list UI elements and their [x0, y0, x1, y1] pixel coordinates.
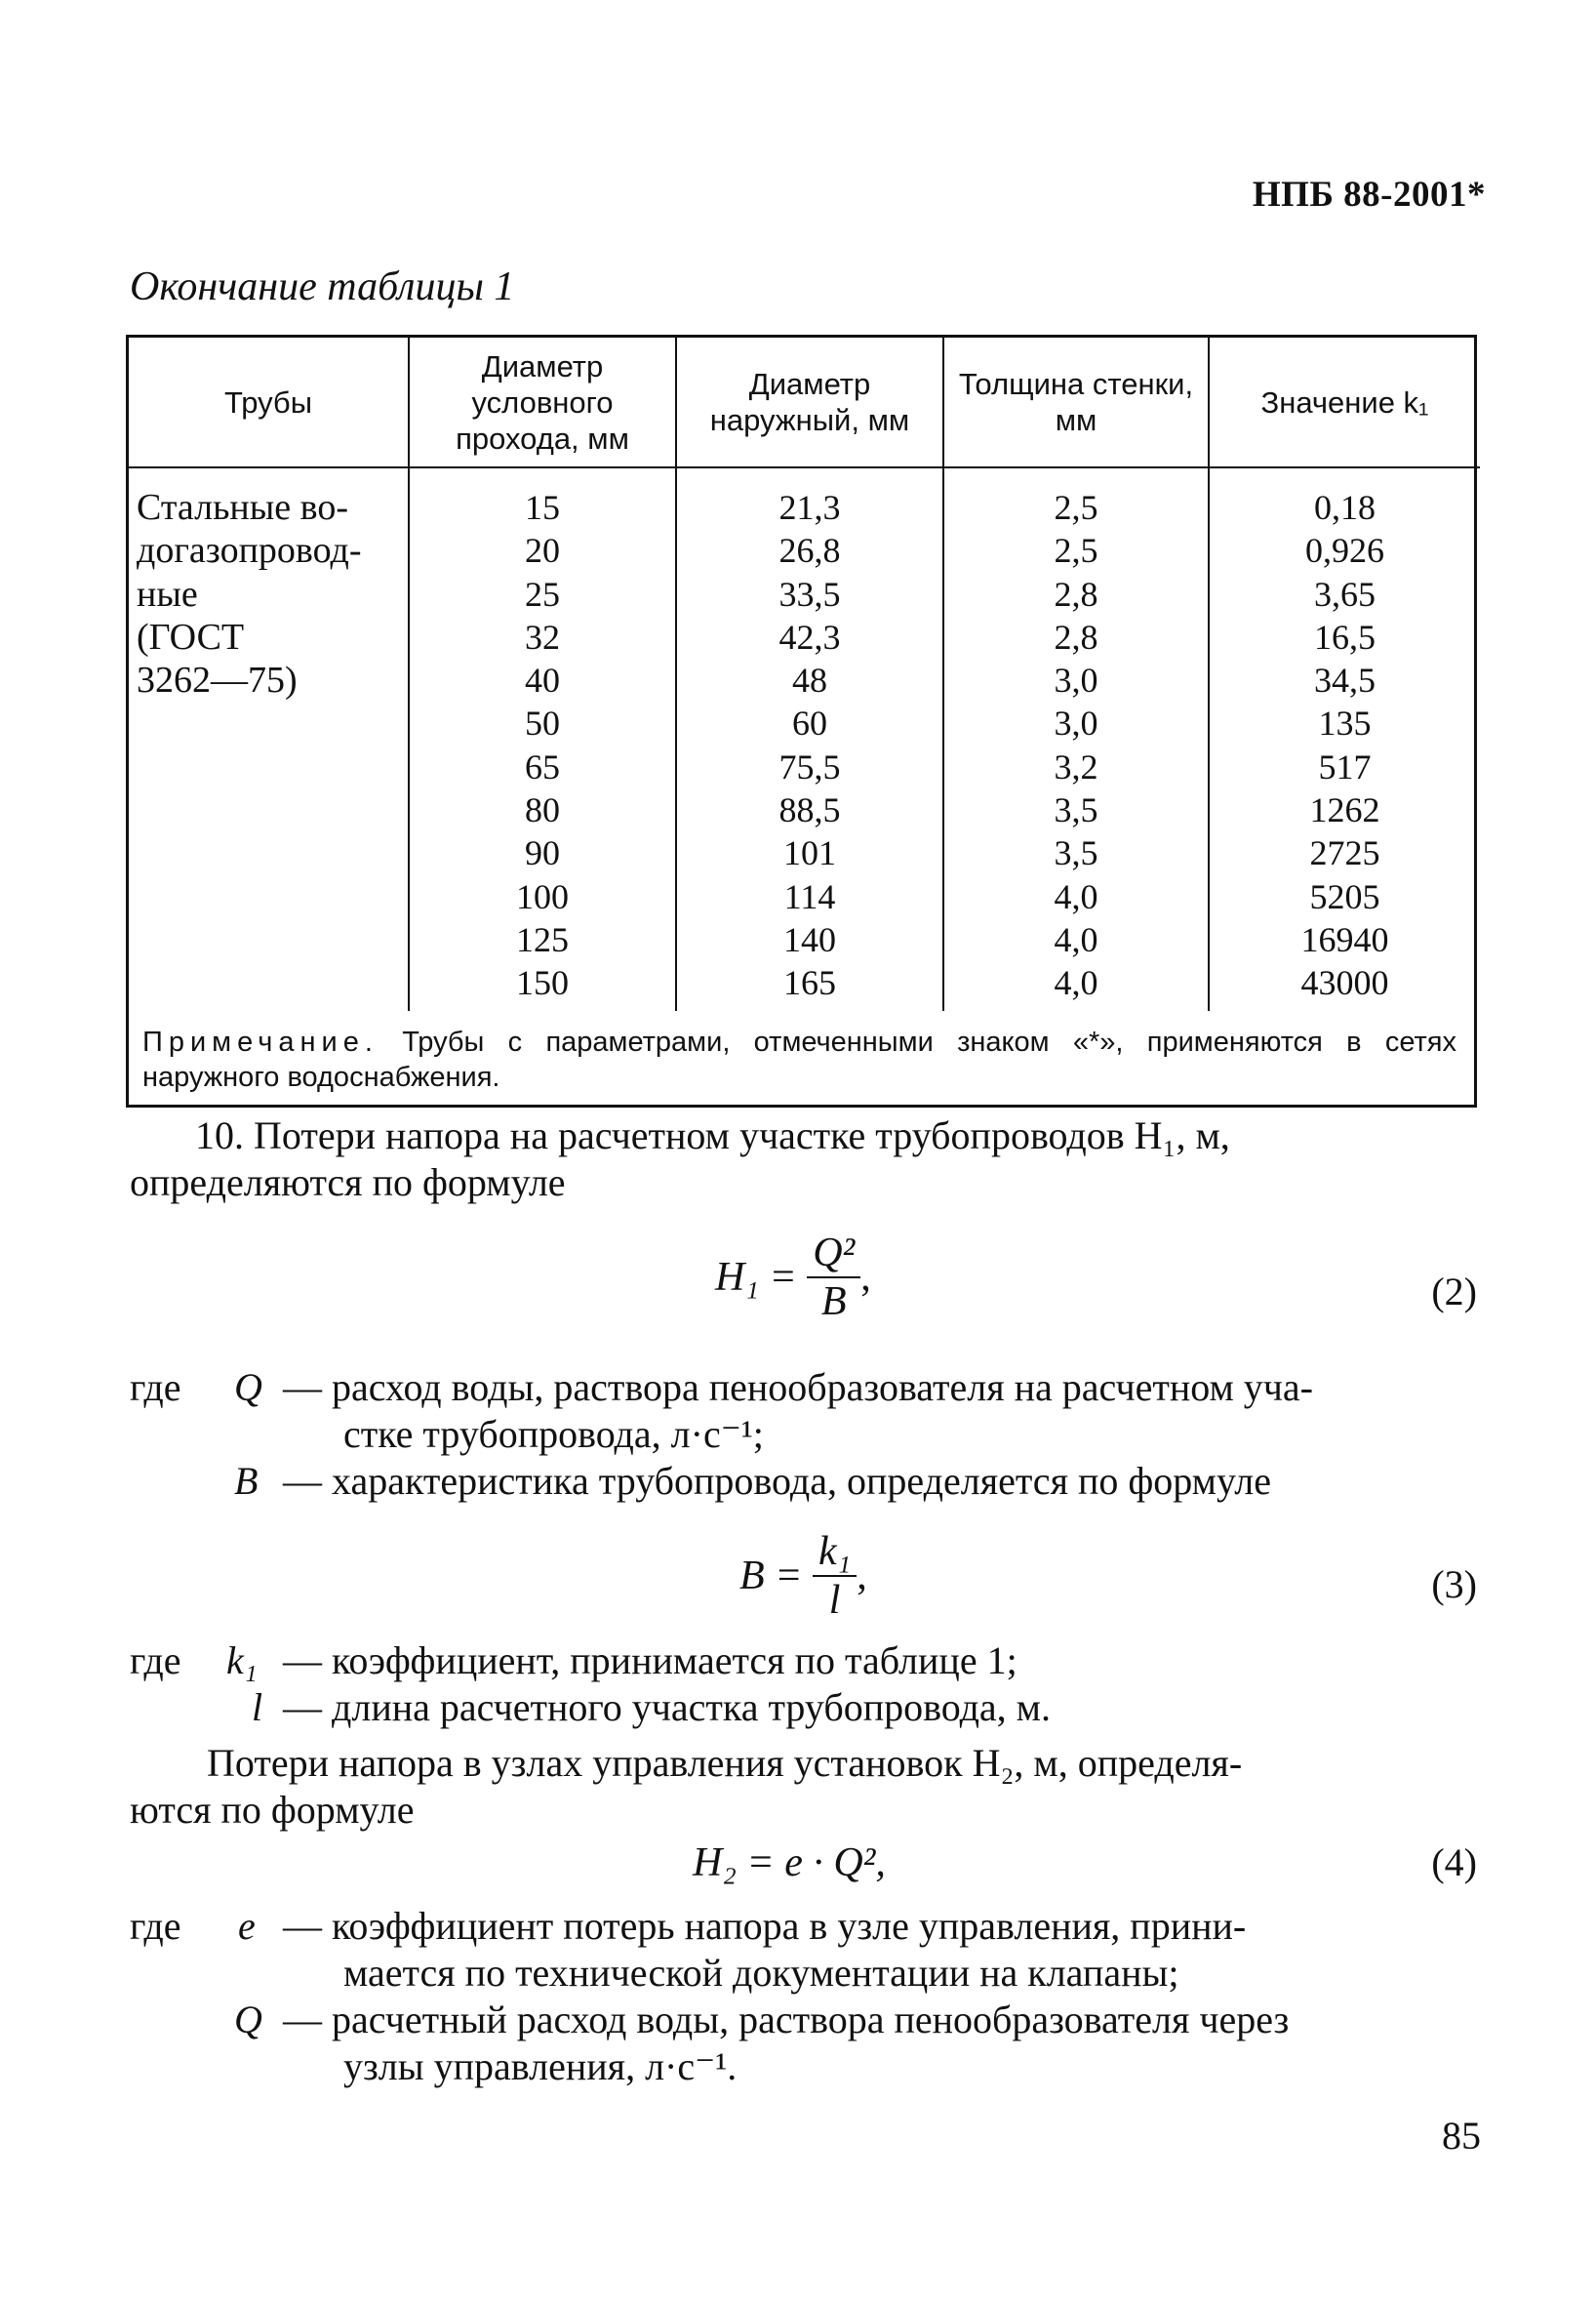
def-q2-symbol: Q [234, 1998, 262, 2041]
formula-3: B = $\frac{\text{k₁}}{l}$ , [739, 1529, 867, 1623]
cell-value: 4,0 [1054, 963, 1098, 1003]
equation-number-2: (2) [1431, 1270, 1477, 1313]
where-label-3: где [130, 1904, 181, 1948]
cell-value: 40 [525, 661, 560, 701]
cell-value: 34,5 [1314, 661, 1376, 701]
cell-value: 3,0 [1054, 661, 1098, 701]
cell-value: 20 [525, 531, 560, 571]
def-k-symbol: k₁ [226, 1638, 258, 1682]
def-e-line-2: мается по технической документации на клапаны; [343, 1951, 1179, 1995]
where-label-1: где [130, 1365, 181, 1409]
def-b-line-1: — характеристика трубопровода, определяется по формуле [283, 1459, 1271, 1503]
column-header-wall-thickness: Толщина стенки, мм [943, 338, 1209, 467]
document-code: НПБ 88-2001* [1252, 175, 1486, 215]
def-e-line-1: — коэффициент потерь напора в узле управления, прини- [283, 1904, 1247, 1948]
table-row [129, 467, 1480, 1011]
column-header-nominal-diameter: Диаметр условного прохода, мм [409, 338, 676, 467]
def-q2-line-2: узлы управления, л·с⁻¹. [343, 2044, 738, 2088]
table-header-row [129, 338, 1480, 467]
cell-value: 88,5 [778, 790, 841, 830]
paragraph-10-line-2: определяются по формуле [130, 1160, 566, 1204]
formula-3-lhs: B = [739, 1554, 803, 1598]
cell-value: 114 [783, 876, 836, 916]
def-q-line-1: — расход воды, раствора пенообразователя на расчетном уча- [283, 1365, 1313, 1409]
cell-value: 60 [792, 704, 827, 744]
cell-value: 90 [525, 833, 560, 873]
cell-value: 2,5 [1054, 488, 1098, 527]
table-note [129, 1025, 1474, 1095]
cell-value: 65 [525, 747, 560, 787]
table-caption: Окончание таблицы 1 [130, 264, 515, 309]
cell-value: 33,5 [778, 574, 841, 614]
paragraph-10-line-1: 10. Потери напора на расчетном участке трубопроводов H₁, м, [195, 1113, 1230, 1157]
def-q2-line-1: — расчетный расход воды, раствора пенообразователя через [283, 1998, 1290, 2041]
cell-value: 3,2 [1054, 747, 1098, 787]
cell-value: 2,8 [1054, 574, 1098, 614]
cell-value: 75,5 [778, 747, 841, 787]
def-l-line: — длина расчетного участка трубопровода, м. [283, 1685, 1051, 1729]
nominal-diameter-cell [409, 467, 676, 1011]
formula-2-lhs: H₁ = [715, 1255, 797, 1300]
def-e-symbol: e [238, 1904, 256, 1948]
def-q-line-2: стке трубопровода, л·с⁻¹; [343, 1412, 764, 1456]
cell-value: 5205 [1309, 876, 1380, 916]
cell-value: 2725 [1309, 833, 1380, 873]
formula-3-numerator: k₁ [813, 1530, 857, 1577]
formula-2-denominator: B [820, 1279, 847, 1324]
pipe-table [129, 338, 1480, 1011]
note-label: Примечание. [142, 1027, 379, 1058]
cell-value: 80 [525, 790, 560, 830]
cell-value: 26,8 [778, 531, 841, 571]
cell-value: 165 [783, 963, 836, 1003]
cell-value: 4,0 [1054, 919, 1098, 959]
wall-thickness-cell [943, 467, 1209, 1011]
cell-value: 150 [516, 963, 569, 1003]
cell-value: 3,65 [1314, 574, 1376, 614]
cell-value: 32 [525, 617, 560, 657]
cell-value: 21,3 [778, 488, 841, 527]
formula-3-denominator: l [828, 1578, 841, 1623]
paragraph-h2-line-2: ются по формуле [130, 1788, 415, 1832]
formula-2: H₁ = $\frac{\text{Q²}}{B}$ , [715, 1231, 871, 1324]
formula-2-fraction [807, 1231, 860, 1323]
cell-value: 16,5 [1314, 617, 1376, 657]
cell-value: 43000 [1300, 963, 1389, 1003]
equation-number-4: (4) [1431, 1840, 1477, 1884]
note-text: Трубы с параметрами, отмеченными знаком «*», применяются в сетях наружного водоснабжения. [142, 1027, 1456, 1093]
cell-value: 42,3 [778, 617, 841, 657]
pipe-name-cell [129, 467, 409, 1011]
cell-value: 2,5 [1054, 531, 1098, 571]
cell-value: Стальные во- [137, 487, 348, 528]
cell-value: ные [137, 573, 198, 615]
cell-value: 1262 [1309, 790, 1380, 830]
cell-value: 15 [525, 488, 560, 527]
where-label-2: где [130, 1638, 181, 1682]
def-b-symbol: B [234, 1459, 259, 1503]
k1-cell [1209, 467, 1480, 1011]
cell-value: 135 [1318, 704, 1372, 744]
cell-value: 0,926 [1305, 531, 1384, 571]
def-l-symbol: l [252, 1685, 263, 1729]
formula-4: H₂ = e · Q², [693, 1840, 886, 1885]
cell-value: 3,5 [1054, 833, 1098, 873]
formula-2-numerator: Q² [807, 1231, 860, 1278]
paragraph-h2-line-1: Потери напора в узлах управления установок H₂, м, определя- [207, 1741, 1243, 1785]
cell-value: 125 [516, 919, 569, 959]
cell-value: 101 [783, 833, 836, 873]
cell-value: 100 [516, 876, 569, 916]
page-number: 85 [1442, 2114, 1481, 2158]
cell-value: (ГОСТ [137, 616, 245, 658]
cell-value: 25 [525, 574, 560, 614]
pipe-table-frame [126, 335, 1477, 1108]
column-header-pipes: Трубы [129, 338, 409, 467]
cell-value: 3,5 [1054, 790, 1098, 830]
cell-value: 3262—75) [137, 660, 298, 702]
def-q-symbol: Q [234, 1365, 262, 1409]
cell-value: 2,8 [1054, 617, 1098, 657]
cell-value: догазопровод- [137, 530, 362, 572]
def-k-line: — коэффициент, принимается по таблице 1; [283, 1638, 1017, 1682]
cell-value: 50 [525, 704, 560, 744]
cell-value: 16940 [1300, 919, 1389, 959]
equation-number-3: (3) [1431, 1562, 1477, 1606]
column-header-k1: Значение k₁ [1209, 338, 1480, 467]
cell-value: 4,0 [1054, 876, 1098, 916]
cell-value: 48 [792, 661, 827, 701]
column-header-outer-diameter: Диаметр наружный, мм [676, 338, 943, 467]
cell-value: 3,0 [1054, 704, 1098, 744]
outer-diameter-cell [676, 467, 943, 1011]
cell-value: 0,18 [1314, 488, 1376, 527]
formula-3-fraction [813, 1530, 857, 1622]
cell-value: 517 [1318, 747, 1372, 787]
cell-value: 140 [783, 919, 836, 959]
